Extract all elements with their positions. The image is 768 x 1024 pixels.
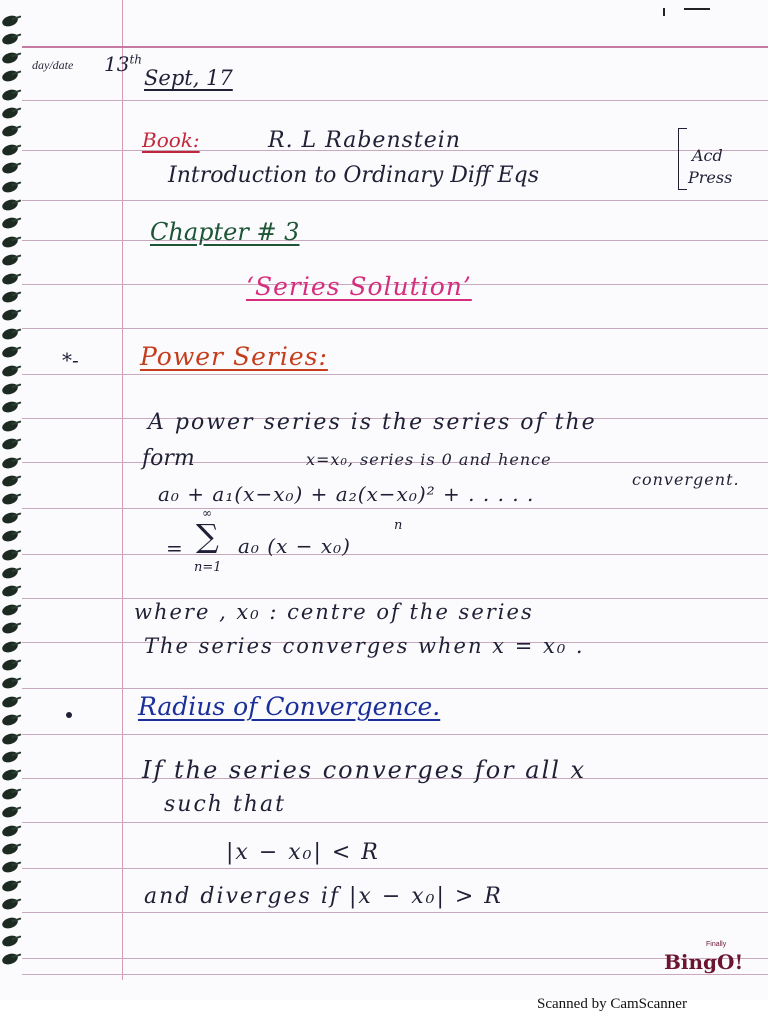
publisher-line2: Press (688, 168, 733, 187)
power-series-heading: Power Series: (140, 342, 328, 371)
binding-ring (1, 308, 19, 322)
binding-ring (1, 492, 19, 506)
ruled-line (22, 374, 768, 375)
ruled-line (22, 46, 768, 48)
binding-ring (1, 345, 19, 359)
sum-body: a₀ (x − x₀) (238, 534, 351, 558)
ruled-line (22, 912, 768, 913)
binding-ring (1, 474, 19, 488)
book-author: R. L Rabenstein (268, 128, 461, 153)
publisher-bracket (678, 128, 687, 190)
binding-ring (1, 713, 19, 727)
brand-tagline: Finally (706, 941, 727, 948)
ruled-line (22, 958, 768, 959)
converges-line: The series converges when x = x₀ . (144, 634, 585, 658)
binding-ring (1, 621, 19, 635)
date-label: day/date (32, 58, 74, 72)
corner-mark (663, 8, 665, 16)
brand-logo: BingO! (664, 950, 744, 974)
binding-ring (1, 106, 19, 120)
publisher-line1: Acd (692, 146, 723, 165)
binding-ring (1, 842, 19, 856)
binding-ring (1, 768, 19, 782)
ruled-line (22, 554, 768, 555)
binding-ring (1, 676, 19, 690)
ruled-line (22, 974, 768, 975)
ruled-line (22, 508, 768, 509)
binding-ring (1, 879, 19, 893)
binding-ring (1, 823, 19, 837)
binding-ring (1, 216, 19, 230)
binding-ring (1, 511, 19, 525)
summation-symbol: ∑ (196, 517, 219, 555)
binding-ring (1, 547, 19, 561)
divergence-line: and diverges if |x − x₀| > R (144, 884, 503, 909)
binding-ring (1, 934, 19, 948)
convergence-note-line1: x=x₀, series is 0 and hence (306, 450, 552, 469)
binding-ring (1, 253, 19, 267)
radius-text-line1: If the series converges for all x (142, 756, 587, 784)
binding-ring (1, 382, 19, 396)
binding-ring (1, 731, 19, 745)
ruled-line (22, 200, 768, 201)
binding-ring (1, 750, 19, 764)
binding-ring (1, 400, 19, 414)
binding-ring (1, 952, 19, 966)
binding-ring (1, 915, 19, 929)
ruled-line (22, 598, 768, 599)
where-line: where , x₀ : centre of the series (134, 600, 534, 624)
series-expansion: a₀ + a₁(x−x₀) + a₂(x−x₀)² + . . . . . (158, 482, 535, 506)
binding-ring (1, 437, 19, 451)
binding-ring (1, 14, 19, 28)
binding-ring (1, 363, 19, 377)
book-title: Introduction to Ordinary Diff Eqs (168, 163, 539, 188)
binding-ring (1, 455, 19, 469)
convergence-inequality: |x − x₀| < R (226, 840, 380, 865)
radius-text-line2: such that (164, 792, 286, 817)
date-month-year: Sept, 17 (144, 66, 233, 90)
spiral-binding (0, 16, 30, 976)
ruled-line (22, 822, 768, 823)
binding-ring (1, 658, 19, 672)
binding-ring (1, 695, 19, 709)
bullet-point (66, 712, 72, 718)
section-marker: *- (62, 348, 79, 372)
binding-ring (1, 198, 19, 212)
ruled-line (22, 240, 768, 241)
chapter-number: Chapter # 3 (150, 218, 300, 246)
binding-ring (1, 805, 19, 819)
binding-ring (1, 529, 19, 543)
scanner-watermark: Scanned by CamScanner (537, 996, 687, 1012)
binding-ring (1, 639, 19, 653)
binding-ring (1, 179, 19, 193)
binding-ring (1, 87, 19, 101)
binding-ring (1, 897, 19, 911)
convergence-note-line2: convergent. (632, 470, 740, 489)
binding-ring (1, 327, 19, 341)
sum-lower-limit: n=1 (194, 560, 222, 575)
ruled-line (22, 328, 768, 329)
binding-ring (1, 235, 19, 249)
binding-ring (1, 51, 19, 65)
chapter-title: ‘Series Solution’ (246, 272, 472, 301)
date-day: 13th (104, 52, 143, 76)
ruled-line (22, 868, 768, 869)
binding-ring (1, 124, 19, 138)
binding-ring (1, 860, 19, 874)
ruled-line (22, 688, 768, 689)
book-label: Book: (142, 128, 200, 152)
power-series-text-line1: A power series is the series of the (148, 410, 597, 435)
binding-ring (1, 143, 19, 157)
sum-exponent: n (394, 518, 403, 533)
sum-equals: = (166, 536, 183, 560)
margin-line (122, 0, 123, 980)
sum-upper-limit: ∞ (202, 506, 212, 520)
binding-ring (1, 161, 19, 175)
ruled-line (22, 734, 768, 735)
ruled-line (22, 100, 768, 101)
power-series-text-line2: form (142, 446, 195, 471)
corner-mark (684, 8, 710, 10)
binding-ring (1, 271, 19, 285)
binding-ring (1, 419, 19, 433)
binding-ring (1, 290, 19, 304)
binding-ring (1, 566, 19, 580)
binding-ring (1, 603, 19, 617)
binding-ring (1, 69, 19, 83)
radius-heading: Radius of Convergence. (138, 692, 441, 721)
binding-ring (1, 584, 19, 598)
binding-ring (1, 787, 19, 801)
binding-ring (1, 32, 19, 46)
